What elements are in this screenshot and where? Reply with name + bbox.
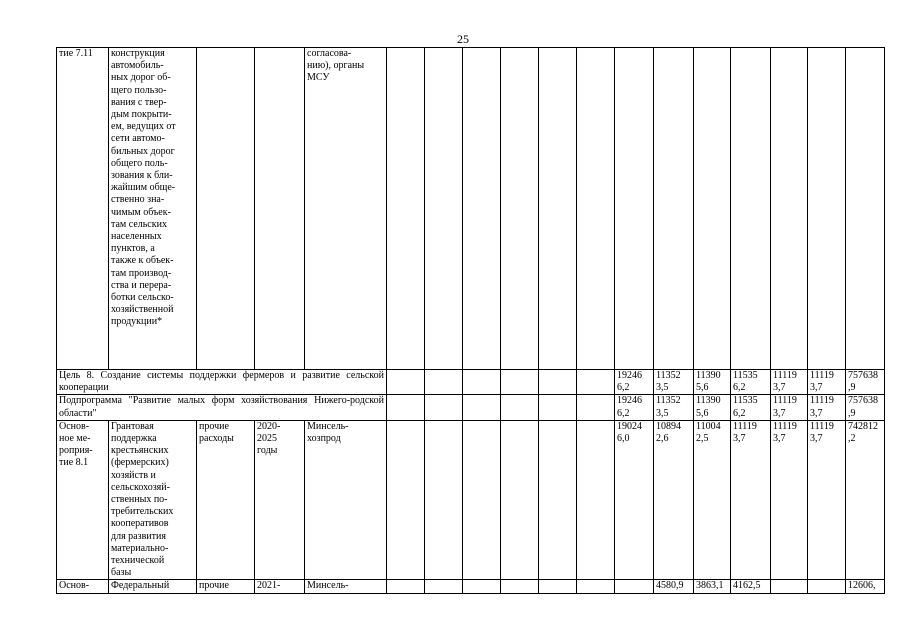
program-table: [56, 47, 885, 594]
goal-label: Подпрограмма "Развитие малых форм хозяйствования Нижего-родской области": [57, 395, 387, 420]
table-cell: 19024 6,0: [615, 420, 654, 580]
table-cell: [501, 370, 539, 395]
table-cell: [694, 48, 731, 370]
table-cell: прочие расходы: [197, 420, 255, 580]
table-cell: 19246 6,2: [615, 395, 654, 420]
table-cell: 4580,9: [654, 580, 694, 593]
table-cell: 11119 3,7: [808, 420, 846, 580]
table-cell: тие 7.11: [57, 48, 109, 370]
table-cell: 11004 2,5: [694, 420, 731, 580]
table-cell: [501, 48, 539, 370]
table-cell: [771, 48, 808, 370]
table-cell: Основ- ное ме- роприя- тие 8.1: [57, 420, 109, 580]
table-cell: 11119 3,7: [808, 370, 846, 395]
table-cell: [501, 580, 539, 593]
table-cell: согласова- нию), органы МСУ: [305, 48, 387, 370]
table-cell: конструкция автомобиль- ных дорог об- щего пользо- вания с твер- дым покрыти- ем, ведущих от сети автомо- бильных дорог общего поль- зования к бли- жайшим обще- ственно зна- чимым объек- там сельских населенных пунктов, а также к объек- там производ- ства и перера- ботки сельско- хозяйственной продукции*: [109, 48, 197, 370]
table-cell: [539, 580, 577, 593]
table-cell: [425, 395, 463, 420]
table-cell: 4162,5: [731, 580, 771, 593]
table-cell: 2020- 2025 годы: [255, 420, 305, 580]
table-cell: 742812 ,2: [846, 420, 885, 580]
table-cell: [255, 48, 305, 370]
table-cell: [577, 580, 615, 593]
table-cell: 2021-: [255, 580, 305, 593]
table-cell: Федеральный: [109, 580, 197, 593]
table-cell: [425, 370, 463, 395]
page-number: 25: [457, 32, 469, 46]
table-cell: [387, 395, 425, 420]
table-cell: 11119 3,7: [808, 395, 846, 420]
table-cell: 11119 3,7: [771, 395, 808, 420]
table-cell: 11535 6,2: [731, 370, 771, 395]
table-cell: [501, 420, 539, 580]
table-cell: 11390 5,6: [694, 370, 731, 395]
table-cell: [387, 420, 425, 580]
table-cell: Грантовая поддержка крестьянских (фермерских) хозяйств и сельскохозяй- ственных по- требительских кооперативов для развития материально- технической базы: [109, 420, 197, 580]
table-cell: 3863,1: [694, 580, 731, 593]
table-cell: [425, 48, 463, 370]
table-cell: [846, 48, 885, 370]
table-cell: 757638 ,9: [846, 370, 885, 395]
table-cell: 10894 2,6: [654, 420, 694, 580]
table-row: [57, 48, 885, 370]
goal-label: Цель 8. Создание системы поддержки фермеров и развитие сельской кооперации: [57, 370, 387, 395]
table-cell: [387, 370, 425, 395]
table-cell: 11352 3,5: [654, 370, 694, 395]
table-cell: [731, 48, 771, 370]
table-cell: [197, 48, 255, 370]
table-cell: [425, 580, 463, 593]
table-cell: [539, 370, 577, 395]
table-cell: [808, 580, 846, 593]
table-cell: [463, 580, 501, 593]
table-cell: [771, 580, 808, 593]
table-cell: [577, 370, 615, 395]
table-cell: 11390 5,6: [694, 395, 731, 420]
table-cell: [387, 48, 425, 370]
table-cell: [615, 48, 654, 370]
table-cell: [808, 48, 846, 370]
table-cell: [463, 395, 501, 420]
table-cell: [577, 48, 615, 370]
table-cell: [463, 420, 501, 580]
table-cell: 12606,: [846, 580, 885, 593]
table-cell: 19246 6,2: [615, 370, 654, 395]
table-cell: [654, 48, 694, 370]
table-cell: [539, 48, 577, 370]
table-cell: [463, 370, 501, 395]
table-cell: прочие: [197, 580, 255, 593]
table-row: [57, 370, 885, 395]
table-cell: Основ-: [57, 580, 109, 593]
table-cell: 11119 3,7: [771, 370, 808, 395]
table-cell: 11119 3,7: [731, 420, 771, 580]
table-cell: 757638 ,9: [846, 395, 885, 420]
table-cell: [425, 420, 463, 580]
table-cell: 11352 3,5: [654, 395, 694, 420]
table-cell: 11119 3,7: [771, 420, 808, 580]
table-cell: [577, 420, 615, 580]
table-cell: [615, 580, 654, 593]
table-cell: [539, 420, 577, 580]
table-row: [57, 580, 885, 593]
table-cell: 11535 6,2: [731, 395, 771, 420]
table-cell: [501, 395, 539, 420]
table-cell: Минсель-: [305, 580, 387, 593]
table-row: [57, 420, 885, 580]
table-cell: [387, 580, 425, 593]
table-cell: [577, 395, 615, 420]
table-row: [57, 395, 885, 420]
table-cell: Минсель- хозпрод: [305, 420, 387, 580]
table-cell: [539, 395, 577, 420]
table-cell: [463, 48, 501, 370]
